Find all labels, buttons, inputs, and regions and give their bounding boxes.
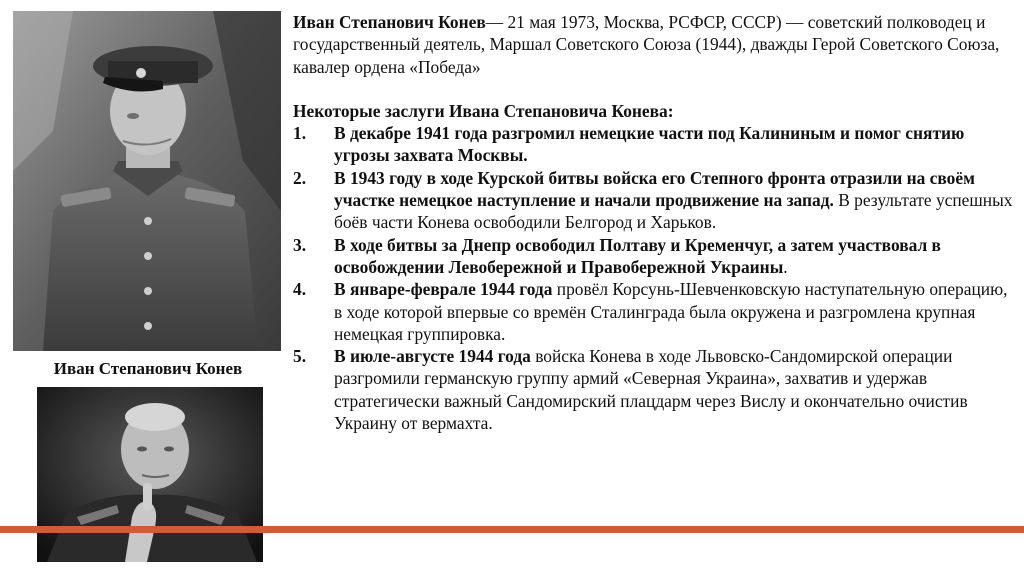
photo-caption: Иван Степанович Конев bbox=[53, 359, 243, 378]
section-heading: Некоторые заслуги Ивана Степановича Конева: bbox=[293, 100, 674, 121]
list-item bbox=[293, 167, 1013, 234]
list-item bbox=[293, 278, 1013, 345]
list-item-bold-text: В январе-феврале 1944 года bbox=[334, 279, 553, 300]
list-item-number: 3. bbox=[293, 234, 307, 255]
list-item-bold-text: В декабре 1941 года разгромил немецкие части под Калининым и помог снятию угрозы захвата Москвы. bbox=[334, 123, 965, 166]
list-item-number: 2. bbox=[293, 167, 307, 188]
list-item bbox=[293, 122, 1013, 167]
list-item-text: В результате успешных боёв части Конева освободили Белгород и Харьков. bbox=[334, 190, 1013, 233]
list-item bbox=[293, 345, 1013, 434]
list-item-number: 4. bbox=[293, 279, 307, 300]
list-item-text: . bbox=[783, 256, 788, 277]
list-item-bold-text: В ходе битвы за Днепр освободил Полтаву и Кременчуг, а затем участвовал в освобождении Левобережной и Правобережной Украины bbox=[334, 234, 941, 277]
intro-text: — 21 мая 1973, Москва, РСФСР, СССР) — советский полководец и государственный деятель, Маршал Советского Союза (1944), дважды Герой Советского Союза, кавалер ордена «Победа» bbox=[293, 12, 1000, 77]
accent-bar bbox=[0, 526, 1024, 533]
list-item-bold-text: В июле-августе 1944 года bbox=[334, 346, 531, 367]
portrait-photo-uniform bbox=[13, 11, 281, 351]
main-text bbox=[293, 11, 1013, 434]
list-item-text: провёл Корсунь-Шевченковскую наступательную операцию, в ходе которой впервые со времён Сталинграда была окружена и разгромлена крупная немецкая группировка. bbox=[334, 279, 1008, 344]
intro-name: Иван Степанович Конев bbox=[293, 12, 486, 32]
list-item-number: 1. bbox=[293, 123, 307, 144]
list-item-number: 5. bbox=[293, 346, 307, 367]
list-item bbox=[293, 234, 1013, 279]
intro-paragraph bbox=[293, 11, 1013, 78]
list-item-text: войска Конева в ходе Львовско-Сандомирской операции разгромили германскую группу армий «Северная Украина», захватив и удержав стратегически важный Сандомирский плацдарм через Вислу и окончательно очистив Украину от вермахта. bbox=[334, 346, 968, 434]
list-item-bold-text: В 1943 году в ходе Курской битвы войска его Степного фронта отразили на своём участке немецкое наступление и начали продвижение на запад. bbox=[334, 167, 975, 211]
portrait-photo-later bbox=[37, 387, 263, 562]
merits-list bbox=[293, 122, 1013, 434]
